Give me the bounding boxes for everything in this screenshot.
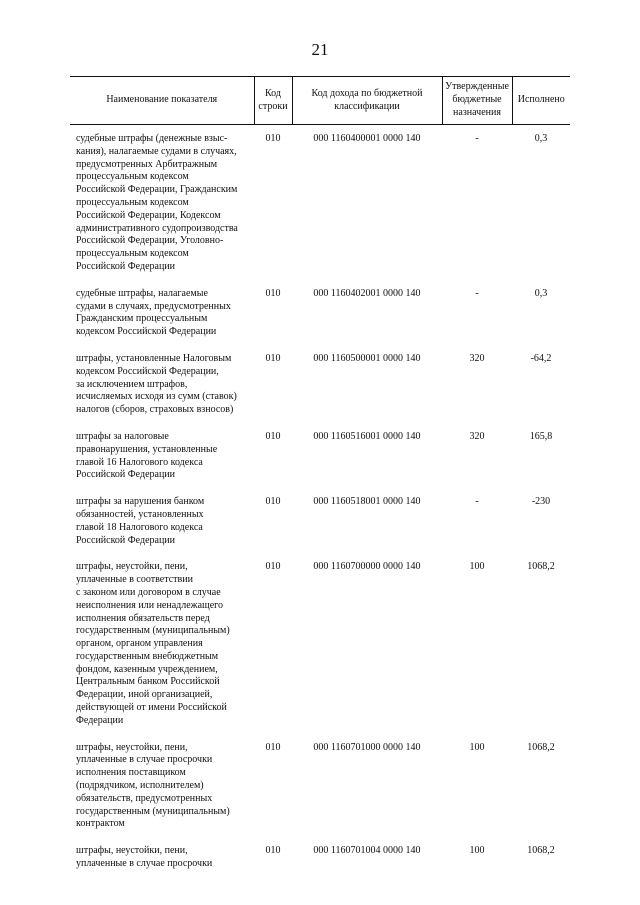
header-income-code: Код дохода по бюджетной классификации [292, 77, 442, 125]
indicator-name-line: государственным (муниципальным) [76, 805, 230, 817]
table-row [70, 353, 570, 431]
indicator-name [70, 845, 254, 885]
indicator-name-line: государственным (муниципальным) [76, 625, 230, 637]
header-line-code: Код строки [254, 77, 292, 125]
indicator-name-line: исполнения обязательств перед [76, 612, 210, 624]
indicator-name-line: контрактом [76, 818, 125, 830]
indicator-name-line: Российской Федерации, Уголовно- [76, 235, 224, 247]
page-number: 21 [311, 40, 329, 59]
indicator-name [70, 288, 254, 353]
indicator-name-line: уплаченные в случае просрочки [76, 754, 213, 766]
executed-amount: 1068,2 [527, 561, 555, 573]
table-row [70, 561, 570, 741]
income-code: 000 1160402001 0000 140 [313, 287, 421, 299]
indicator-name-line: судебные штрафы (денежные взыс- [76, 133, 228, 144]
table-row [70, 133, 570, 288]
indicator-name-line: главой 18 Налогового кодекса [76, 521, 203, 533]
approved-amount: 320 [469, 352, 485, 364]
table-row [70, 288, 570, 353]
indicator-name-line: органом, органом управления [76, 638, 203, 650]
indicator-name-line: исполнения поставщиком [76, 767, 186, 779]
executed-amount: 0,3 [534, 287, 548, 299]
line-code: 010 [265, 741, 281, 753]
income-code: 000 1160700000 0000 140 [313, 561, 421, 573]
income-code: 000 1160701000 0000 140 [313, 741, 421, 753]
indicator-name-line: штрафы, установленные Налоговым [76, 352, 232, 364]
approved-amount: - [475, 133, 479, 144]
indicator-name-line: с законом или договором в случае [76, 586, 221, 598]
approved-amount: 100 [469, 845, 485, 857]
indicator-name-line: Российской Федерации [76, 534, 176, 546]
indicator-name-line: Федерации, иной организацией, [76, 689, 213, 701]
indicator-name-line: фондом, казенным учреждением, [76, 663, 218, 675]
table-row [70, 496, 570, 561]
indicator-name-line: Российской Федерации, Гражданским [76, 184, 238, 196]
indicator-name-line: государственным внебюджетным [76, 650, 219, 662]
executed-amount: -64,2 [530, 352, 552, 364]
indicator-name-line: штрафы, неустойки, пени, [76, 845, 188, 857]
indicator-name-line: процессуальным кодексом [76, 248, 189, 260]
indicator-name-line: судебные штрафы, налагаемые [76, 287, 208, 299]
header-indicator-name: Наименование показателя [70, 77, 254, 125]
line-code: 010 [265, 845, 281, 857]
table-header-row [70, 77, 570, 125]
indicator-name-line: предусмотренных Арбитражным [76, 158, 218, 170]
header-executed: Исполнено [512, 77, 570, 125]
indicator-name-line: штрафы за нарушения банком [76, 496, 205, 508]
executed-amount: 1068,2 [527, 845, 555, 857]
indicator-name-line: процессуальным кодексом [76, 196, 189, 208]
indicator-name-line: обязанностей, установленных [76, 508, 204, 520]
line-code: 010 [265, 287, 281, 299]
indicator-name-line: кодексом Российской Федерации, [76, 365, 219, 377]
indicator-name [70, 353, 254, 431]
indicator-name-line: Российской Федерации [76, 469, 176, 481]
line-code: 010 [265, 561, 281, 573]
line-code: 010 [265, 352, 281, 364]
table-row [70, 742, 570, 846]
executed-amount: 0,3 [534, 133, 548, 144]
indicator-name-line: правонарушения, установленные [76, 443, 218, 455]
indicator-name [70, 496, 254, 561]
line-code: 010 [265, 133, 281, 144]
indicator-name-line: уплаченные в соответствии [76, 574, 193, 586]
indicator-name-line: штрафы, неустойки, пени, [76, 561, 188, 573]
indicator-name-line: Российской Федерации, Кодексом [76, 209, 221, 221]
approved-amount: 320 [469, 430, 485, 442]
indicator-name-line: кания), налагаемые судами в случаях, [76, 145, 237, 157]
indicator-name-line: штрафы, неустойки, пени, [76, 741, 188, 753]
income-code: 000 1160516001 0000 140 [313, 430, 421, 442]
indicator-name-line: Гражданским процессуальным [76, 313, 208, 325]
approved-amount: 100 [469, 561, 485, 573]
table-row [70, 431, 570, 496]
table-row [70, 845, 570, 885]
indicator-name [70, 133, 254, 288]
income-report-table [70, 76, 570, 885]
indicator-name-line: за исключением штрафов, [76, 378, 188, 390]
income-code: 000 1160400001 0000 140 [313, 133, 421, 144]
indicator-name-line: исчисляемых исходя из сумм (ставок) [76, 391, 237, 403]
indicator-name-line: обязательств, предусмотренных [76, 792, 213, 804]
indicator-name-line: главой 16 Налогового кодекса [76, 456, 203, 468]
indicator-name-line: кодексом Российской Федерации [76, 326, 217, 338]
executed-amount: 165,8 [529, 430, 553, 442]
indicator-name-line: судами в случаях, предусмотренных [76, 300, 231, 312]
indicator-name-line: административного судопроизводства [76, 222, 238, 234]
approved-amount: - [475, 496, 479, 508]
approved-amount: - [475, 287, 479, 299]
income-code: 000 1160518001 0000 140 [313, 496, 421, 508]
indicator-name [70, 561, 254, 741]
executed-amount: -230 [531, 496, 551, 508]
indicator-name [70, 742, 254, 846]
indicator-name-line: Центральным банком Российской [76, 676, 220, 688]
indicator-name-line: налогов (сборов, страховых взносов) [76, 404, 234, 416]
line-code: 010 [265, 496, 281, 508]
indicator-name-line: штрафы за налоговые [76, 430, 169, 442]
indicator-name-line: (подрядчиком, исполнителем) [76, 780, 204, 792]
indicator-name-line: процессуальным кодексом [76, 171, 189, 183]
header-approved: Утвержденные бюджетные назначения [442, 77, 512, 125]
line-code: 010 [265, 430, 281, 442]
indicator-name-line: Федерации [76, 714, 124, 726]
income-code: 000 1160500001 0000 140 [313, 352, 421, 364]
executed-amount: 1068,2 [527, 741, 555, 753]
indicator-name-line: Российской Федерации [76, 260, 176, 272]
indicator-name-line: уплаченные в случае просрочки [76, 858, 213, 870]
indicator-name-line: действующей от имени Российской [76, 702, 227, 714]
approved-amount: 100 [469, 741, 485, 753]
indicator-name [70, 431, 254, 496]
income-code: 000 1160701004 0000 140 [313, 845, 421, 857]
indicator-name-line: неисполнения или ненадлежащего [76, 599, 224, 611]
